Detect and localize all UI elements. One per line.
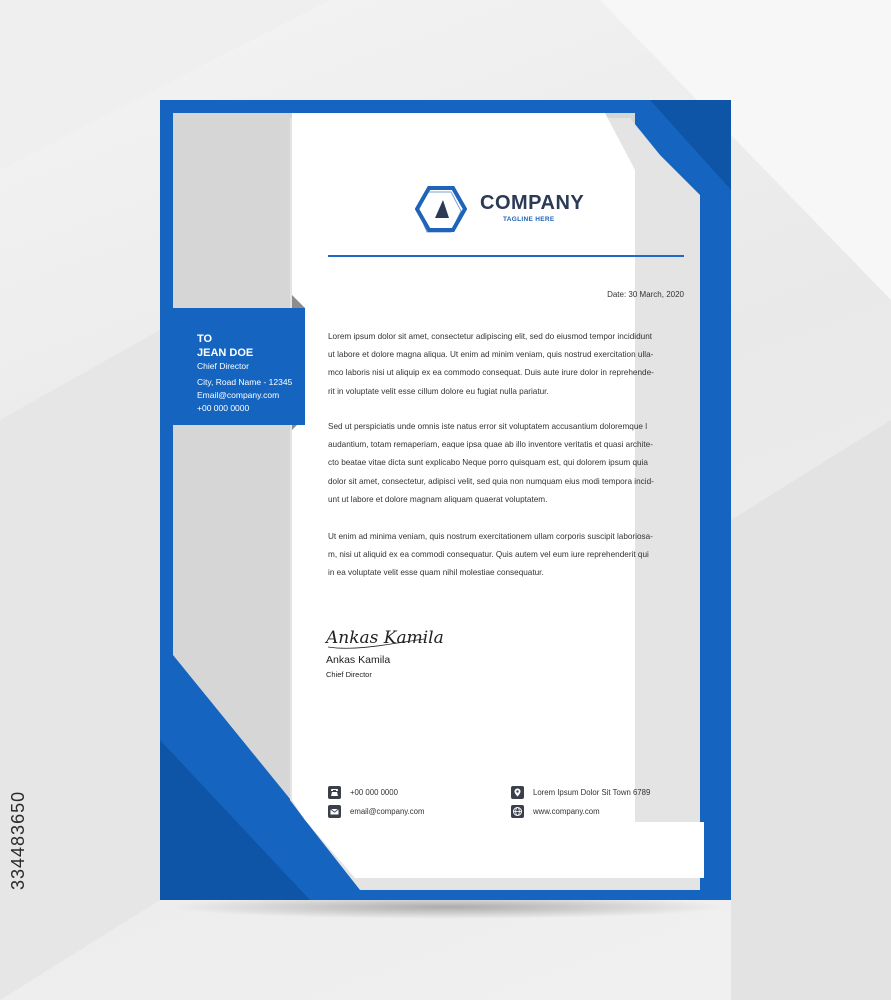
recipient-block [197,332,292,415]
paragraph-line: Sed ut perspiciatis unde omnis iste natus error sit voluptatem accusantium doloremque l [328,422,648,431]
paragraph-line: ut labore et dolore magna aliqua. Ut enim ad minim veniam, quis nostrud exercitation ulla- [328,350,654,360]
footer-address: Lorem Ipsum Dolor Sit Town 6789 [533,788,651,797]
recipient-name: JEAN DOE [197,347,254,359]
stock-id: 334483650 [8,790,28,890]
mail-icon [328,805,341,818]
signer-name: Ankas Kamila [326,654,391,666]
paragraph-line: Lorem ipsum dolor sit amet, consectetur adipiscing elit, sed do eiusmod tempor incididunt [328,332,653,341]
paragraph-line: m, nisi ut aliquid ex ea commodi consequatur. Quis autem vel eum iure reprehenderit qui [328,550,649,560]
paragraph-line: unt ut labore et dolore magnam aliquam quaerat voluptatem. [328,494,548,504]
paragraph-line: audantium, totam remaperiam, eaque ipsa quae ab illo inventore veritatis et quasi archite- [328,440,653,450]
body-paragraph-1 [328,328,686,401]
company-name: COMPANY [480,192,585,214]
header-rule [328,255,684,257]
signer-role: Chief Director [326,670,372,679]
svg-text:Ankas Kamila: Ankas Kamila [326,628,444,648]
footer-phone: +00 000 0000 [350,788,398,797]
recipient-to-label: TO [197,333,213,345]
recipient-email: Email@company.com [197,390,280,400]
paragraph-line: mco laboris nisi ut aliquip ex ea commodo consequat. Duis aute irure dolor in reprehende- [328,368,654,378]
company-tagline: TAGLINE HERE [503,216,555,223]
recipient-address: City, Road Name - 12345 [197,377,293,387]
phone-icon [328,786,341,799]
globe-icon [511,805,524,818]
letter-date: Date: 30 March, 2020 [607,290,684,299]
recipient-phone: +00 000 0000 [197,403,250,413]
body-paragraph-3 [328,528,686,583]
body-paragraph-2 [328,418,686,509]
footer-email: email@company.com [350,807,425,816]
paragraph-line: rit in voluptate velit esse cillum dolore eu fugiat nulla pariatur. [328,386,549,396]
paragraph-line: Ut enim ad minima veniam, quis nostrum exercitationem ullam corporis suscipit laboriosa- [328,532,653,541]
recipient-role: Chief Director [197,361,249,371]
paragraph-line: dolor sit amet, consectetur, adipisci velit, sed quia non numquam eius modi tempora incid- [328,476,654,486]
paragraph-line: in ea voluptate velit esse quam nihil molestiae consequatur. [328,568,544,578]
company-logo-icon [415,186,467,234]
handwritten-signature [324,615,444,655]
paragraph-line: cto beatae vitae dicta sunt explicabo Neque porro quisquam est, qui dolorem ipsum quia [328,458,648,468]
footer-website: www.company.com [533,807,600,816]
letterhead-document [160,100,731,900]
location-pin-icon [511,786,524,799]
